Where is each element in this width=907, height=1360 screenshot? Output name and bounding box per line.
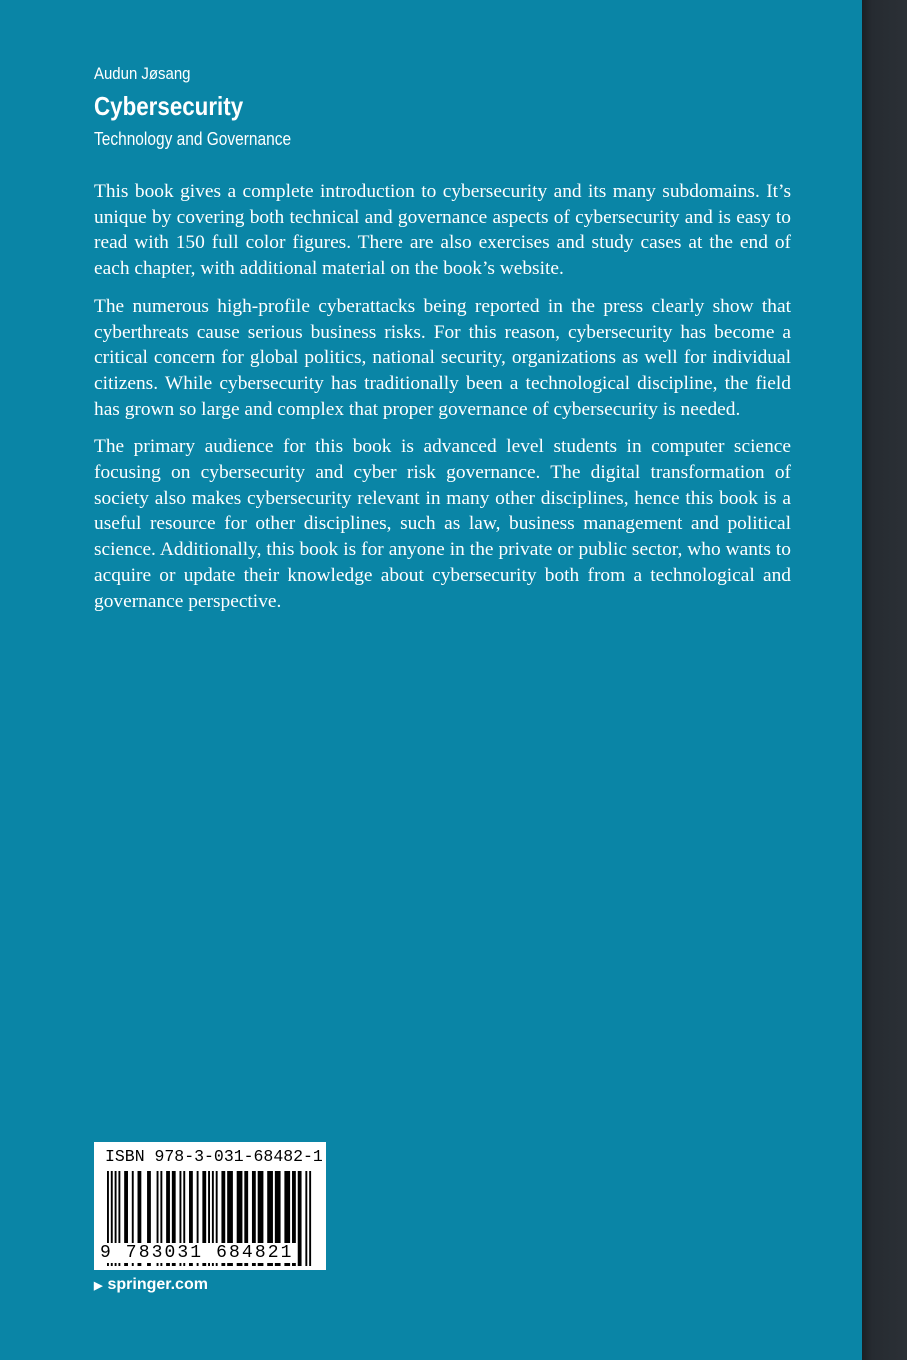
description-paragraph: The numerous high-profile cyberattacks being reported in the press clearly show that cyberthreats cause serious business risks. For this reason, cybersecurity has become a critical concern for global politics, national security, organizations as well for individual citizens. While cybersecurity has traditionally been a technological discipline, the field has grown so large and complex that proper governance of cybersecurity is needed.	[94, 295, 791, 420]
isbn-barcode	[94, 1142, 326, 1270]
author-name: Audun Jøsang	[94, 64, 191, 83]
description-paragraph: The primary audience for this book is advanced level students in computer science focusing on cybersecurity and cyber risk governance. The digital transformation of society also makes cybersecurity relevant in many other disciplines, hence this book is a useful resource for other disciplines, such as law, business management and political science. Additionally, this book is for anyone in the private or public sector, who wants to acquire or update their knowledge about cybersecurity both from a technological and governance perspective.	[94, 436, 791, 612]
barcode-bar	[305, 1171, 307, 1266]
book-title: Cybersecurity	[94, 91, 244, 121]
book-description	[94, 179, 791, 626]
barcode-bar	[309, 1171, 311, 1266]
book-subtitle: Technology and Governance	[94, 129, 292, 149]
publisher-link[interactable]	[94, 1276, 208, 1294]
publisher-url: springer.com	[107, 1276, 208, 1293]
arrow-right-icon: ▶	[94, 1279, 103, 1292]
description-paragraph: This book gives a complete introduction to cybersecurity and its many subdomains. It’s unique by covering both technical and governance aspects of cybersecurity and is easy to read with 150 full color figures. There are also exercises and study cases at the end of each chapter, with additional material on the book’s website.	[94, 181, 791, 280]
isbn-label: ISBN 978-3-031-68482-1	[105, 1147, 323, 1166]
barcode-bar	[298, 1171, 302, 1266]
barcode-digits: 9 783031 684821	[100, 1243, 294, 1263]
spine-edge	[862, 0, 907, 1360]
